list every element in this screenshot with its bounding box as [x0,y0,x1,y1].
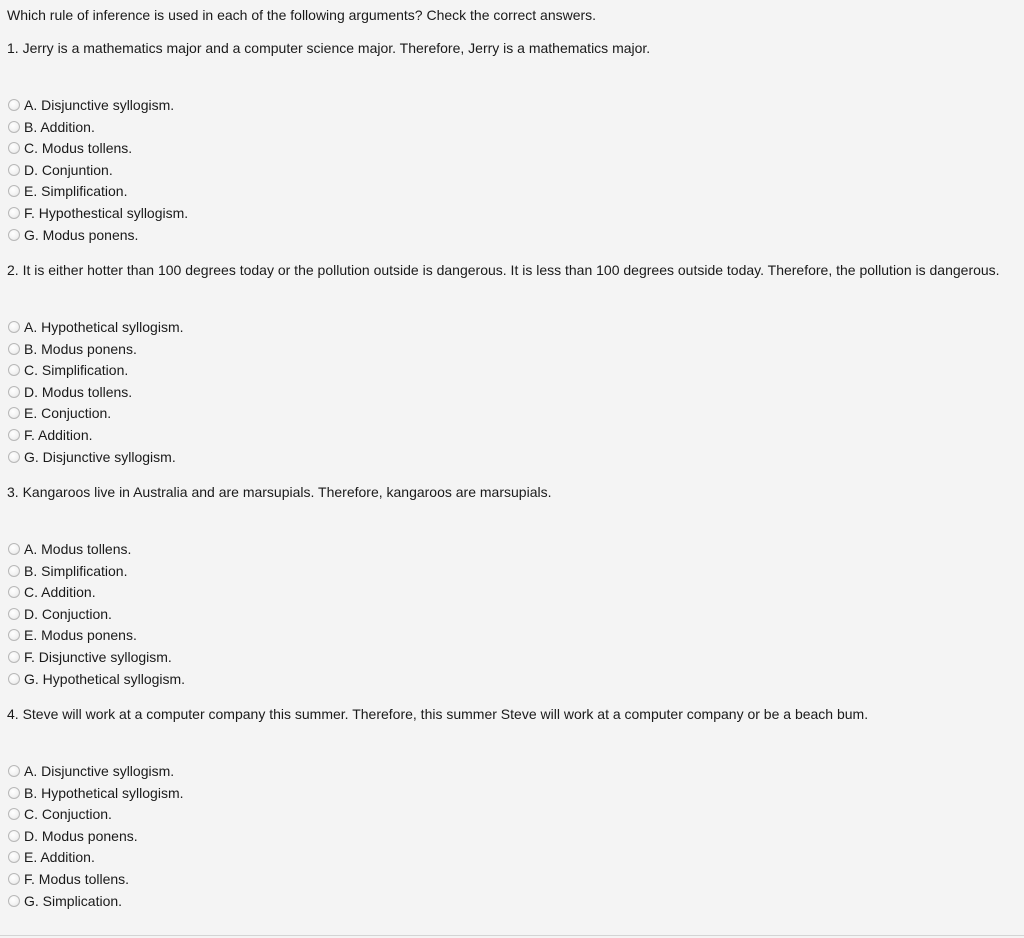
radio-button[interactable] [8,407,20,419]
option-label: B. Hypothetical syllogism. [24,785,184,801]
option-e[interactable] [8,403,111,423]
option-a[interactable] [8,317,184,337]
option-e[interactable] [8,847,95,867]
option-label: B. Addition. [24,119,95,135]
option-label: B. Simplification. [24,563,128,579]
option-c[interactable] [8,360,128,380]
option-d[interactable] [8,826,138,846]
option-a[interactable] [8,95,174,115]
option-label: G. Modus ponens. [24,227,139,243]
option-c[interactable] [8,582,96,602]
question-text: 2. It is either hotter than 100 degrees today or the pollution outside is dangerous. It is less than 100 degrees outside today. Therefore, the pollution is dangerous. [7,262,1000,278]
option-label: E. Addition. [24,849,95,865]
radio-button[interactable] [8,873,20,885]
option-b[interactable] [8,561,127,581]
radio-button[interactable] [8,429,20,441]
option-label: F. Disjunctive syllogism. [24,649,172,665]
option-label: C. Addition. [24,584,96,600]
option-label: A. Hypothetical syllogism. [24,319,184,335]
radio-button[interactable] [8,787,20,799]
option-f[interactable] [8,647,172,667]
option-g[interactable] [8,225,138,245]
option-c[interactable] [8,138,132,158]
option-label: A. Modus tollens. [24,541,132,557]
option-b[interactable] [8,117,95,137]
radio-button[interactable] [8,386,20,398]
option-label: C. Conjuction. [24,806,112,822]
radio-button[interactable] [8,543,20,555]
radio-button[interactable] [8,895,20,907]
option-label: E. Conjuction. [24,405,112,421]
option-label: C. Modus tollens. [24,140,133,156]
radio-button[interactable] [8,451,20,463]
radio-button[interactable] [8,851,20,863]
option-g[interactable] [8,891,122,911]
option-label: D. Modus tollens. [24,384,133,400]
option-b[interactable] [8,339,137,359]
radio-button[interactable] [8,142,20,154]
option-label: F. Modus tollens. [24,871,130,887]
option-label: D. Conjuntion. [24,162,113,178]
option-f[interactable] [8,203,188,223]
option-label: E. Modus ponens. [24,627,137,643]
option-e[interactable] [8,625,137,645]
radio-button[interactable] [8,629,20,641]
option-f[interactable] [8,869,129,889]
option-label: G. Simplication. [24,893,123,909]
option-d[interactable] [8,604,112,624]
radio-button[interactable] [8,364,20,376]
option-g[interactable] [8,447,176,467]
option-c[interactable] [8,804,112,824]
option-label: D. Conjuction. [24,606,112,622]
option-label: E. Simplification. [24,183,128,199]
option-d[interactable] [8,160,113,180]
radio-button[interactable] [8,164,20,176]
radio-button[interactable] [8,608,20,620]
radio-button[interactable] [8,673,20,685]
option-label: F. Hypothestical syllogism. [24,205,189,221]
option-a[interactable] [8,761,174,781]
radio-button[interactable] [8,586,20,598]
question-text: 4. Steve will work at a computer company this summer. Therefore, this summer Steve will work at a computer company or be a beach bum. [7,706,869,722]
radio-button[interactable] [8,121,20,133]
option-label: G. Disjunctive syllogism. [24,449,176,465]
radio-button[interactable] [8,830,20,842]
option-label: F. Addition. [24,427,93,443]
option-label: B. Modus ponens. [24,341,137,357]
radio-button[interactable] [8,765,20,777]
radio-button[interactable] [8,565,20,577]
bottom-divider [0,935,1024,936]
radio-button[interactable] [8,651,20,663]
option-label: C. Simplification. [24,362,129,378]
radio-button[interactable] [8,229,20,241]
option-label: G. Hypothetical syllogism. [24,671,186,687]
radio-button[interactable] [8,321,20,333]
option-g[interactable] [8,669,185,689]
question-text: 3. Kangaroos live in Australia and are marsupials. Therefore, kangaroos are marsupials. [7,484,552,500]
option-label: A. Disjunctive syllogism. [24,97,175,113]
option-label: D. Modus ponens. [24,828,138,844]
option-a[interactable] [8,539,131,559]
option-d[interactable] [8,382,132,402]
instructions-text: Which rule of inference is used in each of the following arguments? Check the correct answers. [7,7,597,23]
radio-button[interactable] [8,343,20,355]
radio-button[interactable] [8,808,20,820]
radio-button[interactable] [8,99,20,111]
question-text: 1. Jerry is a mathematics major and a computer science major. Therefore, Jerry is a mathematics major. [7,40,651,56]
option-b[interactable] [8,783,184,803]
radio-button[interactable] [8,185,20,197]
option-label: A. Disjunctive syllogism. [24,763,175,779]
option-f[interactable] [8,425,93,445]
radio-button[interactable] [8,207,20,219]
option-e[interactable] [8,181,127,201]
